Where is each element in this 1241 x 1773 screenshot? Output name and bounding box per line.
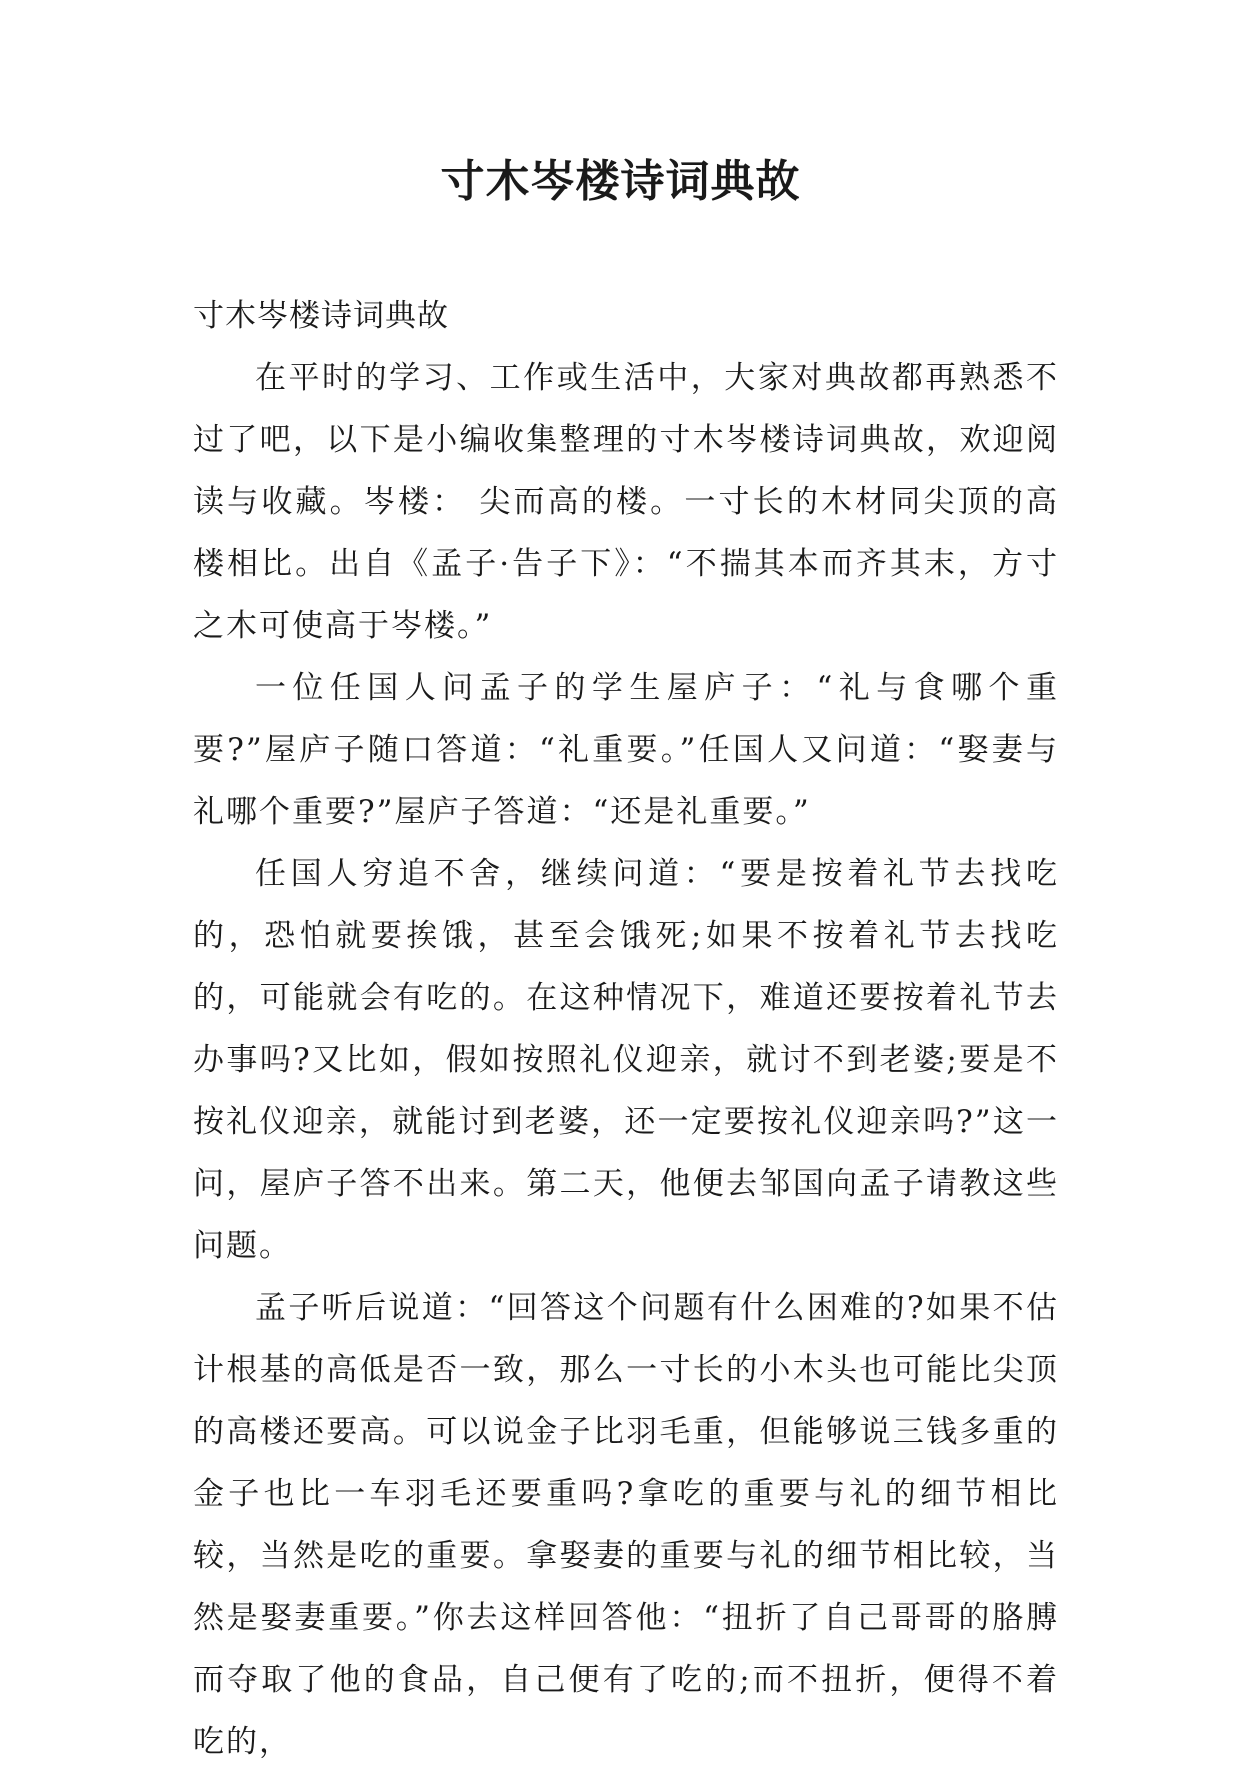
paragraph-3: 任国人穷追不舍，继续问道：“要是按着礼节去找吃的，恐怕就要挨饿，甚至会饿死;如果不按着礼节去找吃的，可能就会有吃的。在这种情况下，难道还要按着礼节去办事吗?又比如，假如按照礼仪迎亲，就讨不到老婆;要是不按礼仪迎亲，就能讨到老婆，还一定要按礼仪迎亲吗?”这一问，屋庐子答不出来。第二天，他便去邹国向孟子请教这些问题。 <box>193 856 1059 1264</box>
paragraph-4: 孟子听后说道：“回答这个问题有什么困难的?如果不估计根基的高低是否一致，那么一寸长的小木头也可能比尖顶的高楼还要高。可以说金子比羽毛重，但能够说三钱多重的金子也比一车羽毛还要重吗?拿吃的重要与礼的细节相比较，当然是吃的重要。拿娶妻的重要与礼的细节相比较，当然是娶妻重要。”你去这样回答他：“扭折了自己哥哥的胳膊而夺取了他的食品，自己便有了吃的;而不扭折，便得不着吃的， <box>193 1290 1059 1760</box>
document-subtitle: 寸木岑楼诗词典故 <box>193 298 449 334</box>
document-body <box>193 285 1059 1773</box>
paragraph-2: 一位任国人问孟子的学生屋庐子：“礼与食哪个重要?”屋庐子随口答道：“礼重要。”任国人又问道：“娶妻与礼哪个重要?”屋庐子答道：“还是礼重要。” <box>193 670 1059 830</box>
document-title: 寸木岑楼诗词典故 <box>440 156 801 207</box>
paragraph-1: 在平时的学习、工作或生活中，大家对典故都再熟悉不过了吧，以下是小编收集整理的寸木岑楼诗词典故，欢迎阅读与收藏。岑楼： 尖而高的楼。一寸长的木材同尖顶的高楼相比。出自《孟子·告子下》：“不揣其本而齐其末，方寸之木可使高于岑楼。” <box>193 360 1059 644</box>
